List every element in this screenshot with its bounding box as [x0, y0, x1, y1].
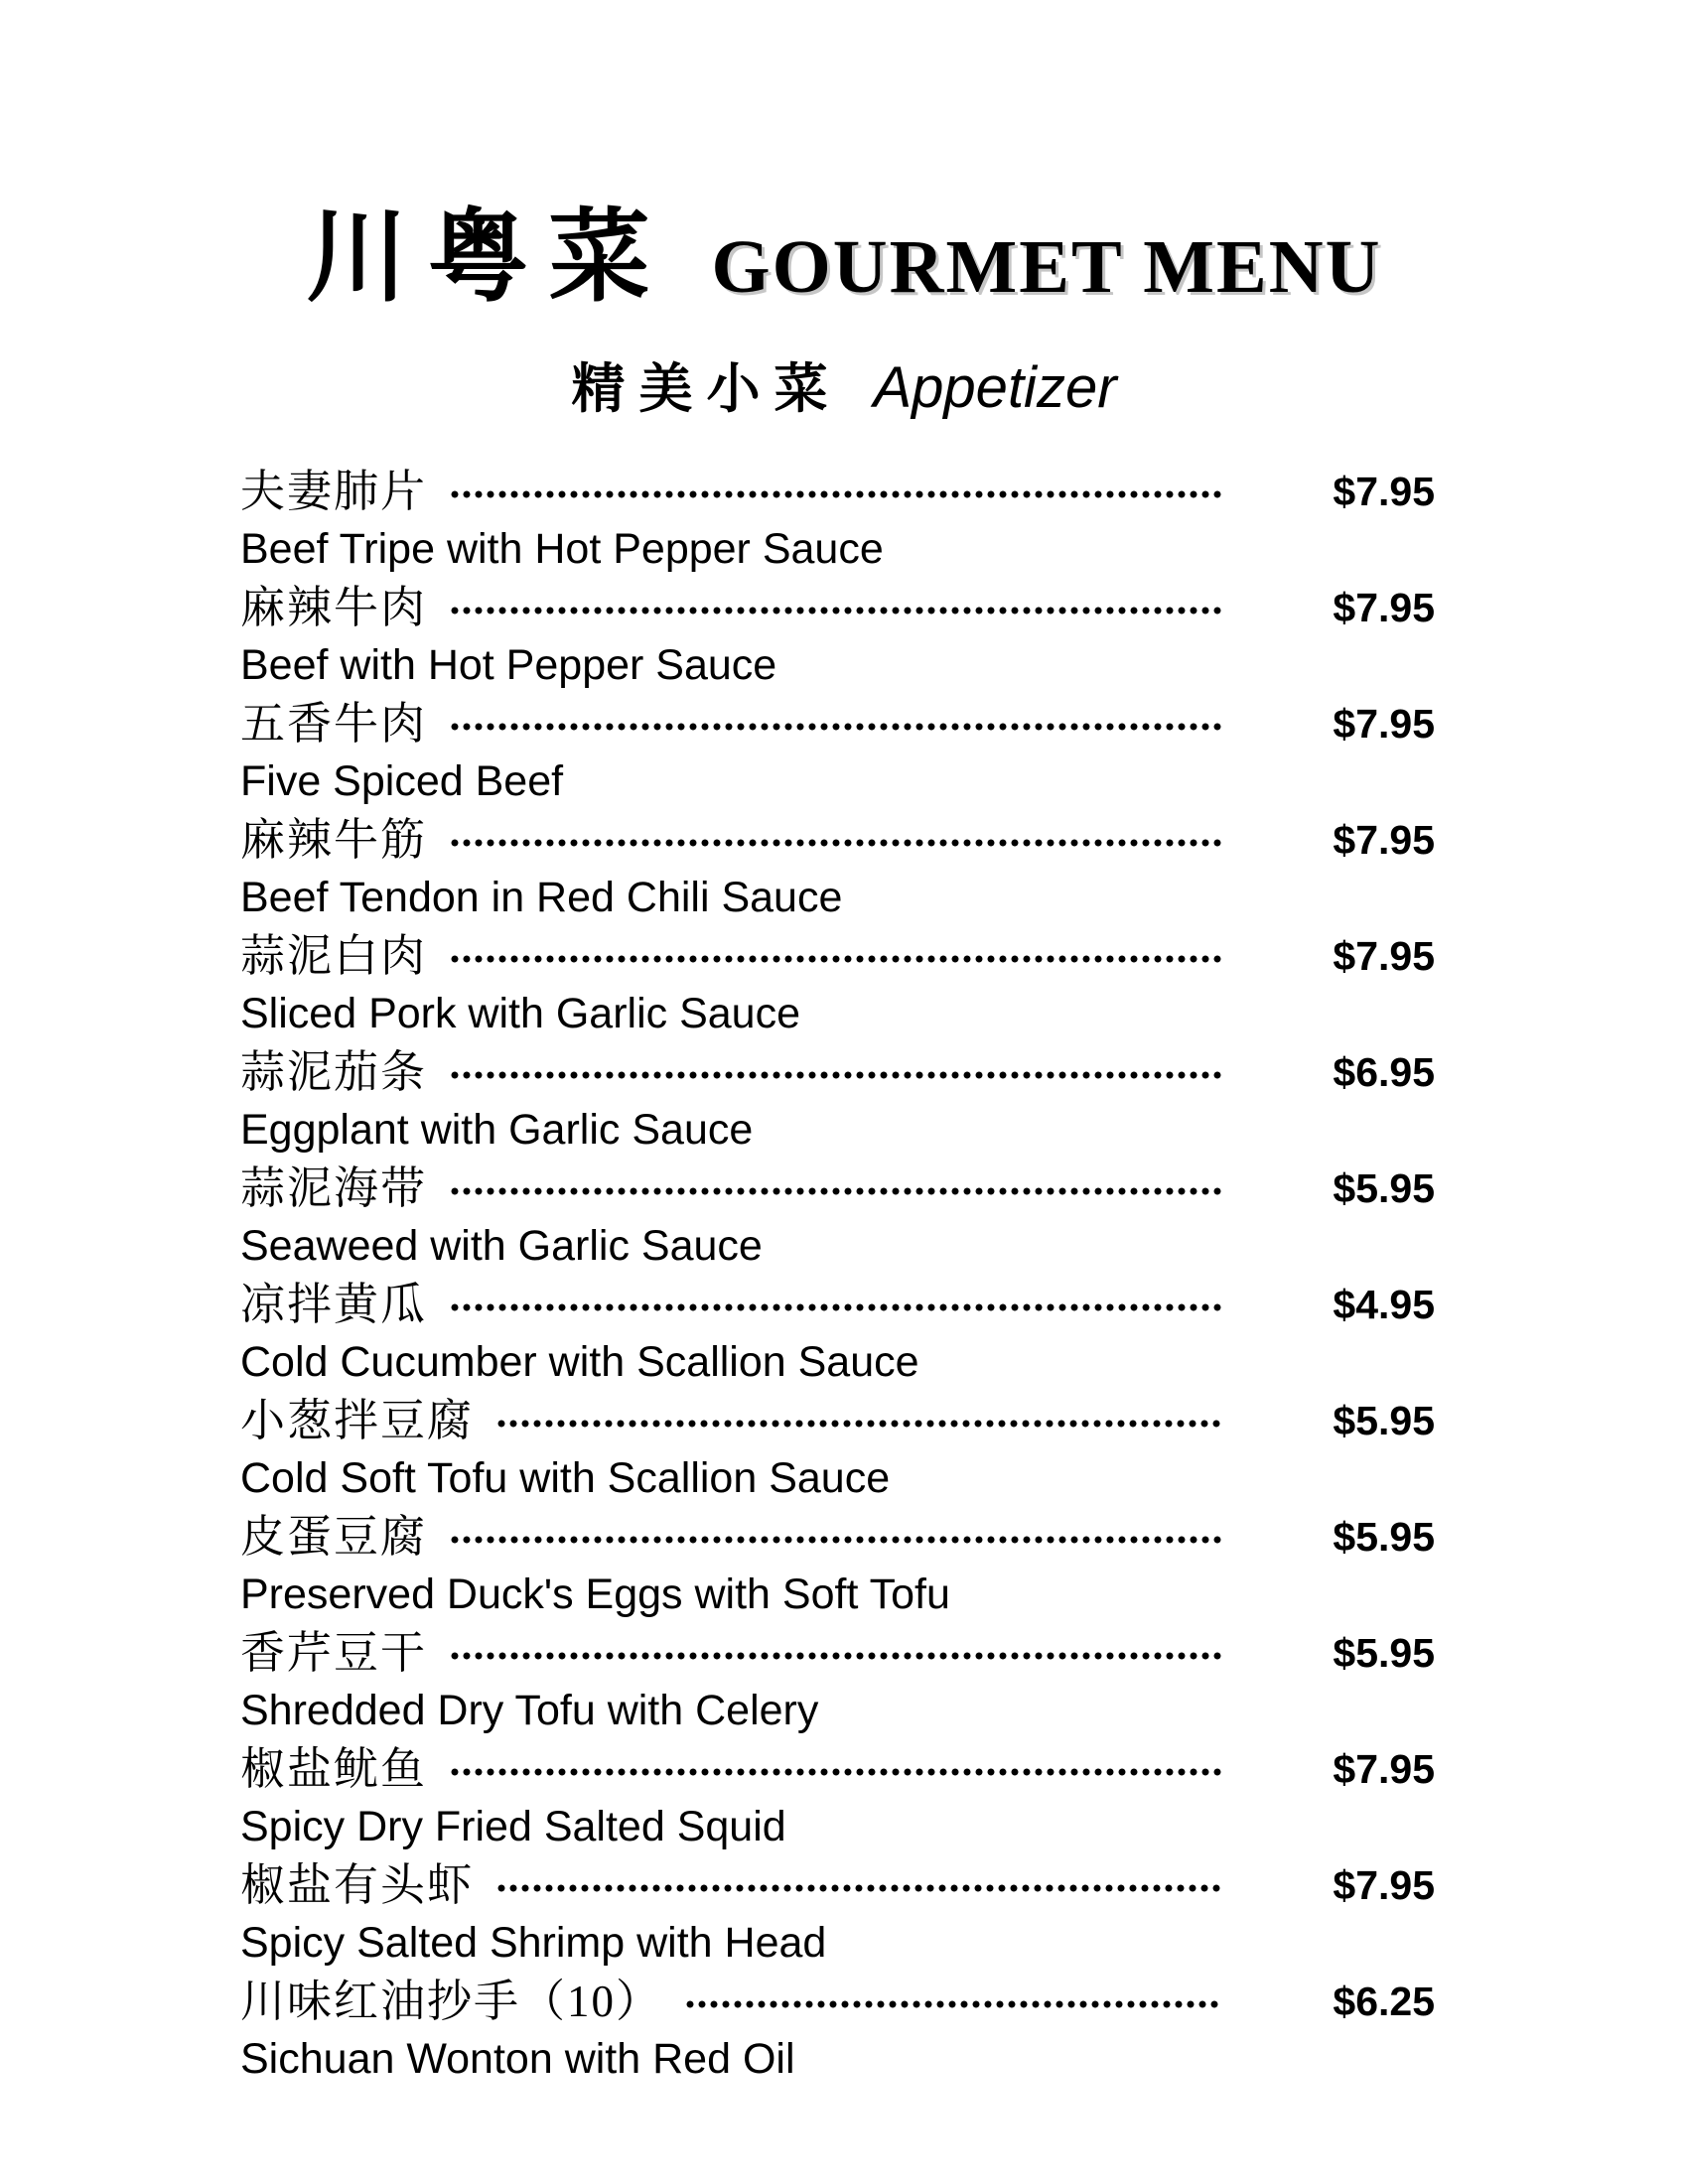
menu-item-name-zh: 夫妻肺片	[240, 466, 428, 516]
menu-item-name-en: Cold Cucumber with Scallion Sauce	[240, 1338, 919, 1386]
dot-leader	[449, 1186, 1222, 1196]
menu-item-name-zh: 川味红油抄手（10）	[240, 1976, 663, 2026]
menu-item-title-line	[240, 1276, 1435, 1333]
dot-leader	[449, 1767, 1222, 1777]
menu-item-title-line	[240, 927, 1435, 985]
menu-item-name-zh: 蒜泥白肉	[240, 930, 428, 981]
section-heading	[0, 355, 1688, 420]
menu-item-title-line	[240, 1392, 1435, 1449]
menu-item-price: $7.95	[1333, 932, 1435, 979]
menu-item-subtitle-line	[240, 869, 1435, 927]
menu-item-name-zh: 麻辣牛肉	[240, 582, 428, 632]
menu-item	[240, 1624, 1435, 1740]
menu-item-subtitle-line	[240, 752, 1435, 811]
menu-item-name-zh: 皮蛋豆腐	[240, 1511, 428, 1562]
menu-item	[240, 463, 1435, 579]
menu-item-name-en: Sichuan Wonton with Red Oil	[240, 2035, 795, 2083]
menu-item-subtitle-line	[240, 1682, 1435, 1740]
menu-item-title-line	[240, 811, 1435, 869]
menu-item-name-zh: 麻辣牛筋	[240, 814, 428, 865]
menu-item-title-line	[240, 1740, 1435, 1798]
menu-item-subtitle-line	[240, 985, 1435, 1043]
menu-item-subtitle-line	[240, 1101, 1435, 1160]
menu-item-name-zh: 椒盐鱿鱼	[240, 1743, 428, 1794]
menu-item-title-line	[240, 1043, 1435, 1101]
menu-item-price: $5.95	[1333, 1164, 1435, 1211]
menu-item-price: $7.95	[1333, 1745, 1435, 1792]
menu-item-name-zh: 凉拌黄瓜	[240, 1279, 428, 1329]
dot-leader	[449, 1535, 1222, 1545]
menu-title-english: GOURMET MENU	[711, 225, 1382, 309]
menu-items	[240, 463, 1435, 2089]
menu-item-subtitle-line	[240, 2030, 1435, 2089]
dot-leader	[449, 1302, 1222, 1312]
menu-item-subtitle-line	[240, 1333, 1435, 1392]
menu-item-title-line	[240, 1973, 1435, 2030]
menu-item-price: $6.25	[1333, 1978, 1435, 2024]
menu-item	[240, 1973, 1435, 2089]
menu-item-title-line	[240, 1624, 1435, 1682]
menu-item-name-zh: 蒜泥海带	[240, 1162, 428, 1213]
menu-item-price: $7.95	[1333, 584, 1435, 630]
menu-item	[240, 695, 1435, 811]
dot-leader	[449, 606, 1222, 615]
menu-item-name-en: Sliced Pork with Garlic Sauce	[240, 990, 800, 1037]
menu-item-name-en: Eggplant with Garlic Sauce	[240, 1106, 754, 1154]
menu-item-price: $7.95	[1333, 700, 1435, 747]
menu-item	[240, 1508, 1435, 1624]
dot-leader	[449, 489, 1222, 499]
menu-item-name-zh: 五香牛肉	[240, 698, 428, 749]
menu-item-subtitle-line	[240, 1914, 1435, 1973]
menu-item-name-en: Preserved Duck's Eggs with Soft Tofu	[240, 1570, 950, 1618]
menu-title	[0, 198, 1688, 317]
menu-item-price: $6.95	[1333, 1048, 1435, 1095]
menu-item	[240, 1160, 1435, 1276]
menu-item	[240, 811, 1435, 927]
menu-item-title-line	[240, 695, 1435, 752]
menu-item-name-en: Beef Tendon in Red Chili Sauce	[240, 874, 843, 921]
menu-item-title-line	[240, 1856, 1435, 1914]
menu-item-name-en: Seaweed with Garlic Sauce	[240, 1222, 763, 1270]
menu-item-name-zh: 椒盐有头虾	[240, 1859, 475, 1910]
menu-item-subtitle-line	[240, 636, 1435, 695]
section-heading-english: Appetizer	[873, 355, 1117, 420]
menu-item-price: $7.95	[1333, 816, 1435, 863]
dot-leader	[449, 722, 1222, 732]
menu-item-title-line	[240, 1508, 1435, 1566]
menu-item-name-en: Beef Tripe with Hot Pepper Sauce	[240, 525, 884, 573]
menu-item-name-en: Five Spiced Beef	[240, 757, 564, 805]
menu-item-subtitle-line	[240, 1798, 1435, 1856]
menu-item-price: $5.95	[1333, 1397, 1435, 1443]
menu-item	[240, 927, 1435, 1043]
menu-item-subtitle-line	[240, 520, 1435, 579]
dot-leader	[449, 954, 1222, 964]
menu-item-price: $5.95	[1333, 1513, 1435, 1560]
dot-leader	[449, 1070, 1222, 1080]
dot-leader	[449, 838, 1222, 848]
menu-item-subtitle-line	[240, 1449, 1435, 1508]
menu-item	[240, 1276, 1435, 1392]
menu-item-name-zh: 香芹豆干	[240, 1627, 428, 1678]
menu-item	[240, 1392, 1435, 1508]
menu-item-name-en: Shredded Dry Tofu with Celery	[240, 1687, 819, 1734]
menu-item	[240, 1740, 1435, 1856]
menu-item	[240, 1856, 1435, 1973]
menu-item-name-en: Cold Soft Tofu with Scallion Sauce	[240, 1454, 891, 1502]
menu-item-name-zh: 蒜泥茄条	[240, 1046, 428, 1097]
menu-item-price: $7.95	[1333, 468, 1435, 514]
menu-item-price: $4.95	[1333, 1281, 1435, 1327]
menu-item-title-line	[240, 579, 1435, 636]
dot-leader	[495, 1883, 1222, 1893]
section-heading-chinese: 精美小菜	[571, 356, 842, 420]
menu-item-price: $7.95	[1333, 1861, 1435, 1908]
dot-leader	[684, 1999, 1222, 2009]
menu-item-subtitle-line	[240, 1217, 1435, 1276]
menu-item-title-line	[240, 1160, 1435, 1217]
menu-item-title-line	[240, 463, 1435, 520]
dot-leader	[495, 1419, 1222, 1429]
menu-item-name-en: Spicy Dry Fried Salted Squid	[240, 1803, 786, 1850]
menu-item-subtitle-line	[240, 1566, 1435, 1624]
menu-item	[240, 1043, 1435, 1160]
menu-item-name-en: Beef with Hot Pepper Sauce	[240, 641, 777, 689]
menu-item-price: $5.95	[1333, 1629, 1435, 1676]
dot-leader	[449, 1651, 1222, 1661]
menu-item-name-en: Spicy Salted Shrimp with Head	[240, 1919, 827, 1967]
menu-title-chinese: 川粤菜	[306, 198, 670, 317]
menu-item-name-zh: 小葱拌豆腐	[240, 1395, 475, 1445]
menu-item	[240, 579, 1435, 695]
